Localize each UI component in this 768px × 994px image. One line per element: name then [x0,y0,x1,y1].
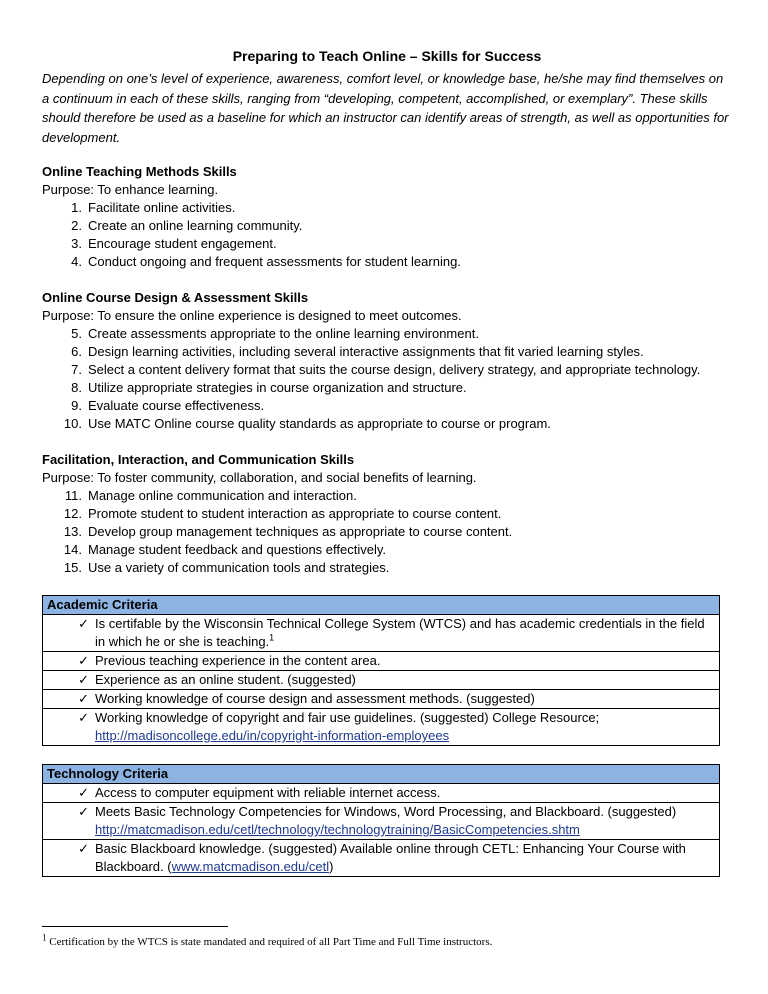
checkmark-icon: ✓ [78,653,89,668]
item-text: Manage online communication and interaction. [88,488,357,503]
technology-criteria-table [42,764,720,877]
table-row [43,652,720,671]
list-item [42,487,732,505]
item-text: Use MATC Online course quality standards as appropriate to course or program. [88,416,551,431]
item-number: 15. [63,560,82,575]
checkmark-icon: ✓ [78,710,89,725]
intro-paragraph: Depending on one’s level of experience, awareness, comfort level, or knowledge base, he/she may find themselves on a continuum in each of these skills, ranging from “developing, competent, accomplished, or exemplary”. These skills should therefore be used as a baseline for which an instructor can identify areas of strength, as well as opportunities for development. [42,71,729,145]
criteria-text: Experience as an online student. (suggested) [95,672,356,687]
criteria-text: Meets Basic Technology Competencies for Windows, Word Processing, and Blackboard. (suggested) [95,804,677,819]
academic-criteria-table [42,595,720,746]
item-text: Manage student feedback and questions effectively. [88,542,386,557]
list-item [42,325,732,343]
item-number: 8. [71,380,82,395]
item-text: Use a variety of communication tools and strategies. [88,560,390,575]
checkmark-icon: ✓ [78,616,89,631]
item-number: 11. [64,488,82,503]
list-item [42,541,732,559]
checkmark-icon: ✓ [78,691,89,706]
item-text: Encourage student engagement. [88,236,277,251]
item-number: 4. [71,254,82,269]
footnote-text: Certification by the WTCS is state mandated and required of all Part Time and Full Time instructors. [46,936,493,948]
checkmark-icon: ✓ [78,785,89,800]
section-course-design [42,289,732,433]
section-purpose: Purpose: To enhance learning. [42,182,219,197]
criteria-text: Is certifable by the Wisconsin Technical College System (WTCS) and has academic credentials in the field in which he or she is teaching. [95,616,705,649]
list-item [42,523,732,541]
checkmark-icon: ✓ [78,804,89,819]
academic-criteria-header: Academic Criteria [43,596,720,615]
section-facilitation [42,451,732,577]
skill-list [42,199,732,271]
item-text: Conduct ongoing and frequent assessments for student learning. [88,254,461,269]
checkmark-icon: ✓ [78,841,89,856]
item-text: Develop group management techniques as appropriate to course content. [88,524,513,539]
item-number: 2. [71,218,82,233]
list-item [42,397,732,415]
item-number: 3. [71,236,82,251]
section-heading: Facilitation, Interaction, and Communication Skills [42,452,355,467]
skill-list [42,487,732,577]
document-page [42,46,732,877]
skill-list [42,325,732,433]
footnote-mark: 1 [42,932,47,943]
section-purpose: Purpose: To ensure the online experience is designed to meet outcomes. [42,308,462,323]
item-text: Evaluate course effectiveness. [88,398,265,413]
criteria-text: Working knowledge of copyright and fair use guidelines. (suggested) College Resource; [95,710,600,725]
basic-competencies-link[interactable]: http://matcmadison.edu/cetl/technology/technologytraining/BasicCompetencies.shtm [95,822,580,837]
item-number: 12. [63,506,82,521]
item-text: Select a content delivery format that suits the course design, delivery strategy, and appropriate technology. [88,362,701,377]
item-number: 14. [63,542,82,557]
footnote-divider [42,926,228,927]
section-heading: Online Teaching Methods Skills [42,164,237,179]
table-row [43,709,720,746]
list-item [42,415,732,433]
criteria-text-tail: ) [329,859,334,874]
section-heading: Online Course Design & Assessment Skills [42,290,309,305]
item-text: Facilitate online activities. [88,200,236,215]
list-item [42,379,732,397]
list-item [42,361,732,379]
list-item [42,217,732,235]
item-text: Design learning activities, including several interactive assignments that fit varied learning styles. [88,344,644,359]
list-item [42,559,732,577]
table-row [43,784,720,803]
list-item [42,199,732,217]
checkmark-icon: ✓ [78,672,89,687]
item-number: 7. [71,362,82,377]
item-number: 5. [71,326,82,341]
item-text: Create an online learning community. [88,218,303,233]
copyright-resource-link[interactable]: http://madisoncollege.edu/in/copyright-information-employees [95,728,450,743]
footnote [42,933,492,951]
section-purpose: Purpose: To foster community, collaboration, and social benefits of learning. [42,470,477,485]
footnote-ref[interactable]: 1 [269,632,275,643]
table-row [43,803,720,840]
table-row [43,690,720,709]
item-number: 13. [63,524,82,539]
table-row [43,615,720,652]
list-item [42,253,732,271]
table-row [43,840,720,877]
criteria-text: Basic Blackboard knowledge. (suggested) Available online through CETL: Enhancing Your Course with Blackboard. ( [95,841,686,874]
criteria-text: Previous teaching experience in the content area. [95,653,381,668]
list-item [42,343,732,361]
list-item [42,505,732,523]
item-number: 9. [71,398,82,413]
item-text: Promote student to student interaction as appropriate to course content. [88,506,502,521]
item-text: Create assessments appropriate to the online learning environment. [88,326,479,341]
list-item [42,235,732,253]
item-text: Utilize appropriate strategies in course organization and structure. [88,380,467,395]
table-row [43,671,720,690]
item-number: 6. [71,344,82,359]
section-teaching-methods [42,163,732,271]
criteria-text: Access to computer equipment with reliable internet access. [95,785,441,800]
criteria-text: Working knowledge of course design and assessment methods. (suggested) [95,691,535,706]
technology-criteria-header: Technology Criteria [43,765,720,784]
document-title: Preparing to Teach Online – Skills for Success [232,48,542,64]
cetl-link[interactable]: www.matcmadison.edu/cetl [171,859,330,874]
item-number: 1. [71,200,82,215]
item-number: 10. [63,416,82,431]
